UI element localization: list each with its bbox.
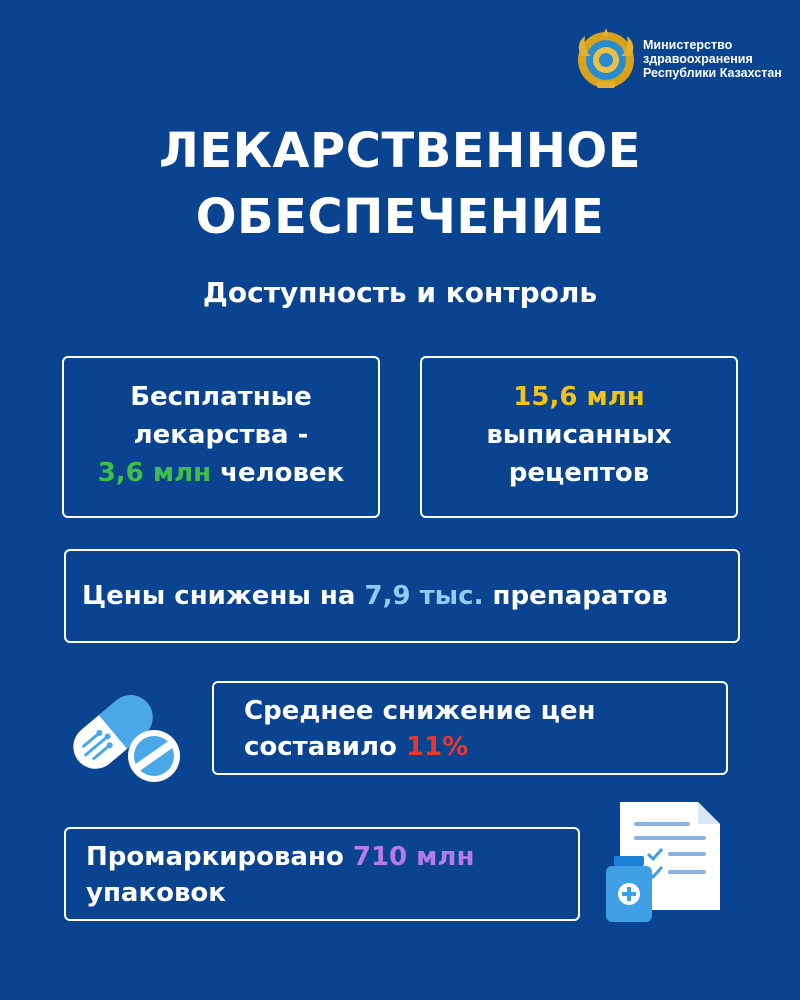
page-title-line2: ОБЕСПЕЧЕНИЕ xyxy=(195,189,605,245)
labeling-card xyxy=(64,827,580,921)
page-title xyxy=(0,118,800,250)
labeling-line1 xyxy=(86,839,578,875)
free-drugs-card xyxy=(62,356,380,518)
prescriptions-card xyxy=(420,356,738,518)
free-drugs-line3 xyxy=(64,454,378,492)
ministry-name-line2: здравоохранения xyxy=(643,52,753,66)
page-subtitle: Доступность и контроль xyxy=(202,276,598,309)
price-reduction-after: препаратов xyxy=(483,581,668,611)
free-drugs-rest: человек xyxy=(211,458,345,488)
pill-capsule-icon xyxy=(58,672,188,787)
ministry-name-line3: Республики Казахстан xyxy=(643,66,782,80)
avg-reduction-line2 xyxy=(244,729,726,765)
labeling-line2: упаковок xyxy=(86,878,226,908)
ministry-name-line1: Министерство xyxy=(643,38,733,52)
avg-reduction-card xyxy=(212,681,728,775)
price-reduction-before: Цены снижены на xyxy=(82,581,365,611)
prescriptions-line3: рецептов xyxy=(508,458,650,488)
free-drugs-highlight: 3,6 млн xyxy=(97,458,212,488)
ministry-name xyxy=(643,38,782,80)
prescription-document-icon xyxy=(600,798,730,926)
labeling-before: Промаркировано xyxy=(86,842,353,872)
price-reduction-highlight: 7,9 тыс. xyxy=(364,581,484,611)
free-drugs-line1: Бесплатные xyxy=(130,382,312,412)
labeling-highlight: 710 млн xyxy=(352,842,475,872)
ministry-logo xyxy=(573,26,782,92)
avg-reduction-before: составило xyxy=(244,732,406,762)
free-drugs-line2: лекарства - xyxy=(133,420,309,450)
page-title-line1: ЛЕКАРСТВЕННОЕ xyxy=(159,123,641,179)
price-reduction-card xyxy=(64,549,740,643)
prescriptions-line2: выписанных xyxy=(486,420,672,450)
kazakhstan-emblem-icon xyxy=(573,26,639,92)
prescriptions-highlight: 15,6 млн xyxy=(513,382,645,412)
avg-reduction-line1: Среднее снижение цен xyxy=(244,696,596,726)
avg-reduction-highlight: 11% xyxy=(405,732,469,762)
